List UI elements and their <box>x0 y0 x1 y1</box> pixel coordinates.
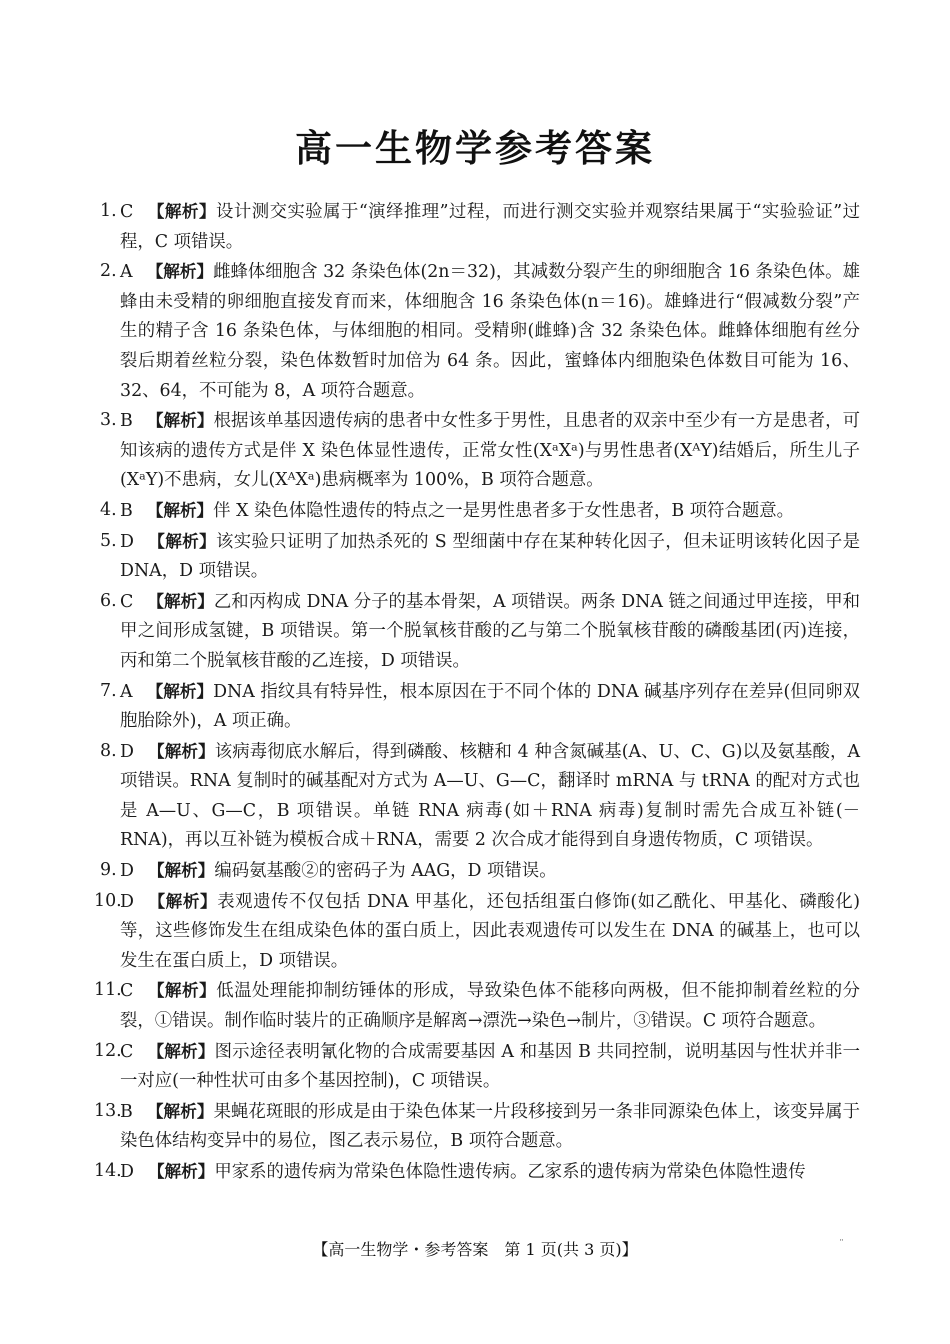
answer-item <box>100 856 860 887</box>
answer-item <box>100 677 860 737</box>
analysis-tag: 【解析】 <box>146 681 214 701</box>
answer-choice: D <box>120 1162 134 1182</box>
analysis-text: DNA 指纹具有特异性，根本原因在于不同个体的 DNA 碱基序列存在差异(但同卵双胞胎除外)，A 项正确。 <box>120 681 861 732</box>
answer-choice: B <box>120 1101 133 1122</box>
answer-choice: D <box>120 861 134 882</box>
answer-choice: C <box>120 1041 134 1062</box>
answer-item <box>100 737 860 856</box>
page-footer: 【高一生物学・参考答案 第 1 页(共 3 页)】 <box>312 1240 638 1259</box>
answer-number: 11. <box>94 980 122 1001</box>
analysis-text: 雌蜂体细胞含 32 条染色体(2n＝32)，其减数分裂产生的卵细胞含 16 条染色体。雄蜂由未受精的卵细胞直接发育而来，体细胞含 16 条染色体(n＝16)。雄蜂进行“假减数分裂”产生的精子含 16 条染色体，与体细胞的相同。受精卵(雌蜂)含 32 条染色体。雌蜂体细胞有丝分裂后期着丝粒分裂，染色体数暂时加倍为 64 条。因此，蜜蜂体内细胞染色体数目可能为 16、32、64，不可能为 8，A 项符合题意。 <box>120 262 860 401</box>
answer-item <box>94 1037 860 1097</box>
analysis-text: 图示途径表明氰化物的合成需要基因 A 和基因 B 共同控制，说明基因与性状并非一一对应(一种性状可由多个基因控制)，C 项错误。 <box>120 1041 860 1092</box>
answer-choice: C <box>120 202 134 222</box>
answer-number: 4. <box>100 499 117 520</box>
analysis-tag: 【解析】 <box>147 1162 215 1181</box>
answer-choice: A <box>120 262 133 283</box>
answer-item <box>94 887 860 977</box>
answer-number: 7. <box>100 680 117 701</box>
answer-number: 2. <box>100 261 117 282</box>
analysis-tag: 【解析】 <box>147 202 217 221</box>
corner-mark: ¨ <box>839 1239 844 1250</box>
analysis-tag: 【解析】 <box>147 891 218 911</box>
answer-choice: D <box>120 741 134 762</box>
answer-number: 3. <box>100 410 117 431</box>
analysis-tag: 【解析】 <box>146 1101 214 1121</box>
answer-item <box>94 1157 860 1188</box>
answer-item <box>100 197 860 257</box>
analysis-tag: 【解析】 <box>147 1041 215 1061</box>
answer-choice: D <box>120 531 134 552</box>
analysis-tag: 【解析】 <box>147 981 217 1001</box>
answer-number: 9. <box>100 860 117 881</box>
page-title: 高一生物学参考答案 <box>295 127 655 170</box>
answer-number: 13. <box>94 1100 122 1121</box>
answer-number: 8. <box>100 740 117 761</box>
answer-list <box>94 197 861 1188</box>
answer-choice: B <box>120 500 133 521</box>
analysis-text: 低温处理能抑制纺锤体的形成，导致染色体不能移向两极，但不能抑制着丝粒的分裂，①错误。制作临时装片的正确顺序是解离→漂洗→染色→制片，③错误。C 项符合题意。 <box>120 981 860 1032</box>
answer-item <box>100 257 860 406</box>
analysis-text: 设计测交实验属于“演绎推理”过程，而进行测交实验并观察结果属于“实验验证”过程，C 项错误。 <box>120 202 861 252</box>
answer-item <box>100 496 860 527</box>
answer-item <box>100 587 860 677</box>
answer-item <box>94 1097 860 1157</box>
answer-number: 14. <box>94 1161 122 1181</box>
answer-item <box>100 527 860 587</box>
answer-choice: B <box>120 411 133 432</box>
analysis-text: 甲家系的遗传病为常染色体隐性遗传病。乙家系的遗传病为常染色体隐性遗传 <box>214 1162 806 1182</box>
analysis-text: 根据该单基因遗传病的患者中女性多于男性，且患者的双亲中至少有一方是患者，可知该病的遗传方式是伴 X 染色体显性遗传，正常女性(XᵃXᵃ)与男性患者(XᴬY)结婚后，所生儿子(XᵃY)不患病，女儿(XᴬXᵃ)患病概率为 100%，B 项符合题意。 <box>120 411 860 491</box>
answer-number: 5. <box>100 530 117 551</box>
analysis-tag: 【解析】 <box>146 262 214 282</box>
answer-choice: A <box>120 681 133 702</box>
answer-number: 12. <box>94 1040 122 1061</box>
analysis-tag: 【解析】 <box>147 861 215 881</box>
answer-item <box>100 406 860 496</box>
analysis-tag: 【解析】 <box>146 411 214 431</box>
analysis-text: 乙和丙构成 DNA 分子的基本骨架，A 项错误。两条 DNA 链之间通过甲连接，甲和甲之间形成氢键，B 项错误。第一个脱氧核苷酸的乙与第二个脱氧核苷酸的磷酸基团(丙)连接，丙和第二个脱氧核苷酸的乙连接，D 项错误。 <box>120 591 861 671</box>
analysis-tag: 【解析】 <box>147 741 215 761</box>
analysis-text: 编码氨基酸②的密码子为 AAG，D 项错误。 <box>214 861 557 882</box>
analysis-tag: 【解析】 <box>147 591 214 611</box>
answer-number: 6. <box>100 590 117 611</box>
analysis-text: 伴 X 染色体隐性遗传的特点之一是男性患者多于女性患者，B 项符合题意。 <box>213 500 795 521</box>
answer-number: 1. <box>100 201 117 221</box>
answer-number: 10. <box>94 890 122 911</box>
answer-choice: C <box>120 981 134 1002</box>
analysis-tag: 【解析】 <box>146 500 214 520</box>
analysis-text: 表观遗传不仅包括 DNA 甲基化，还包括组蛋白修饰(如乙酰化、甲基化、磷酸化)等，这些修饰发生在组成染色体的蛋白质上，因此表观遗传可以发生在 DNA 的碱基上，也可以发生在蛋白质上，D 项错误。 <box>120 891 860 971</box>
answer-choice: C <box>120 591 134 612</box>
analysis-text: 该实验只证明了加热杀死的 S 型细菌中存在某种转化因子，但未证明该转化因子是 DNA，D 项错误。 <box>120 531 860 582</box>
analysis-tag: 【解析】 <box>147 531 217 551</box>
analysis-text: 该病毒彻底水解后，得到磷酸、核糖和 4 种含氮碱基(A、U、C、G)以及氨基酸，A 项错误。RNA 复制时的碱基配对方式为 A—U、G—C，翻译时 mRNA 与 tRNA 的配对方式也是 A—U、G—C，B 项错误。单链 RNA 病毒(如＋RNA 病毒)复制时需先合成互补链(－RNA)，再以互补链为模板合成＋RNA，需要 2 次合成才能得到自身遗传物质，C 项错误。 <box>120 741 860 851</box>
answer-choice: D <box>120 891 134 912</box>
analysis-text: 果蝇花斑眼的形成是由于染色体某一片段移接到另一条非同源染色体上，该变异属于染色体结构变异中的易位，图乙表示易位，B 项符合题意。 <box>120 1101 860 1152</box>
answer-item <box>94 976 860 1036</box>
